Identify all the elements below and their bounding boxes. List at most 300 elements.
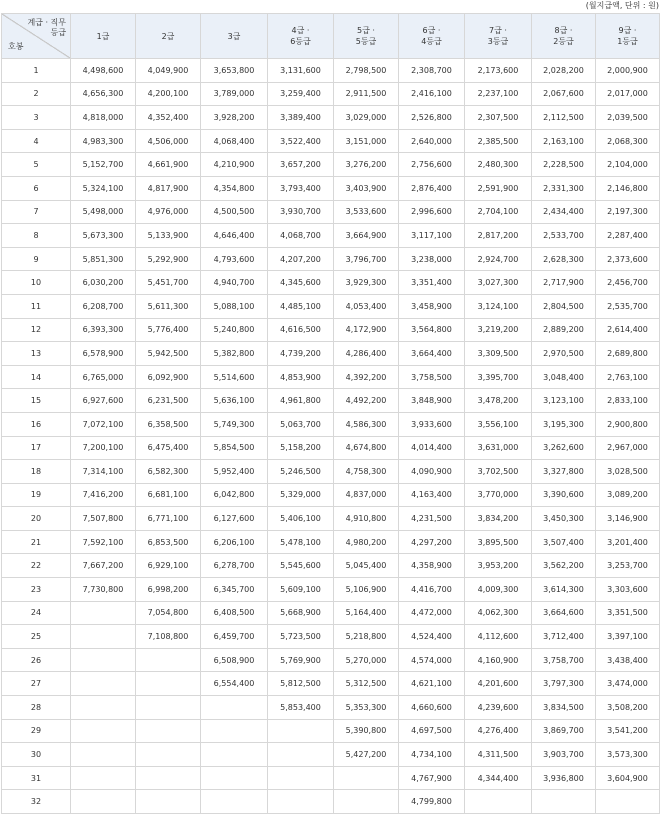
salary-cell: 7,730,800 xyxy=(71,578,136,602)
salary-cell: 3,351,500 xyxy=(596,601,660,625)
column-header xyxy=(201,14,268,59)
corner-header xyxy=(2,14,71,59)
salary-cell: 6,475,400 xyxy=(136,436,201,460)
salary-cell: 5,854,500 xyxy=(201,436,268,460)
salary-cell: 3,653,800 xyxy=(201,59,268,83)
salary-cell: 5,749,300 xyxy=(201,412,268,436)
salary-cell: 4,160,900 xyxy=(465,648,532,672)
salary-cell: 3,262,600 xyxy=(532,436,596,460)
salary-cell: 3,664,400 xyxy=(399,342,465,366)
salary-cell: 2,798,500 xyxy=(334,59,399,83)
salary-cell: 4,739,200 xyxy=(268,342,334,366)
salary-cell: 5,769,900 xyxy=(268,648,334,672)
salary-cell: 3,276,200 xyxy=(334,153,399,177)
salary-cell: 5,158,200 xyxy=(268,436,334,460)
salary-cell xyxy=(71,743,136,767)
salary-cell: 3,834,500 xyxy=(532,696,596,720)
salary-cell: 4,616,500 xyxy=(268,318,334,342)
step-cell: 6 xyxy=(2,176,71,200)
column-header xyxy=(71,14,136,59)
column-header xyxy=(532,14,596,59)
salary-cell: 2,640,000 xyxy=(399,129,465,153)
salary-cell: 4,311,500 xyxy=(465,743,532,767)
step-cell: 29 xyxy=(2,719,71,743)
salary-table xyxy=(1,13,660,814)
salary-cell: 3,928,200 xyxy=(201,106,268,130)
salary-cell: 7,200,100 xyxy=(71,436,136,460)
salary-cell: 3,604,900 xyxy=(596,766,660,790)
salary-cell: 3,146,900 xyxy=(596,507,660,531)
salary-cell xyxy=(71,625,136,649)
salary-cell: 4,276,400 xyxy=(465,719,532,743)
salary-cell: 4,656,300 xyxy=(71,82,136,106)
salary-cell: 5,133,900 xyxy=(136,224,201,248)
salary-cell: 3,131,600 xyxy=(268,59,334,83)
salary-cell: 3,953,200 xyxy=(465,554,532,578)
salary-cell: 4,500,500 xyxy=(201,200,268,224)
salary-cell: 2,017,000 xyxy=(596,82,660,106)
salary-cell: 3,395,700 xyxy=(465,365,532,389)
salary-cell: 2,804,500 xyxy=(532,294,596,318)
salary-cell: 4,049,900 xyxy=(136,59,201,83)
salary-cell: 3,253,700 xyxy=(596,554,660,578)
salary-cell: 3,508,200 xyxy=(596,696,660,720)
salary-cell: 6,042,800 xyxy=(201,483,268,507)
salary-cell: 4,014,400 xyxy=(399,436,465,460)
salary-cell: 3,123,100 xyxy=(532,389,596,413)
salary-cell: 4,354,800 xyxy=(201,176,268,200)
salary-cell: 3,327,800 xyxy=(532,460,596,484)
salary-cell: 5,164,400 xyxy=(334,601,399,625)
salary-cell: 5,063,700 xyxy=(268,412,334,436)
salary-cell: 6,554,400 xyxy=(201,672,268,696)
column-header xyxy=(399,14,465,59)
column-header-text: 5등급 xyxy=(355,37,377,46)
salary-cell: 5,776,400 xyxy=(136,318,201,342)
table-row xyxy=(2,176,660,200)
salary-cell xyxy=(136,696,201,720)
salary-cell: 4,068,700 xyxy=(268,224,334,248)
salary-cell: 3,124,100 xyxy=(465,294,532,318)
salary-cell xyxy=(268,766,334,790)
salary-cell: 4,983,300 xyxy=(71,129,136,153)
table-row xyxy=(2,106,660,130)
salary-cell: 6,929,100 xyxy=(136,554,201,578)
salary-cell: 5,329,000 xyxy=(268,483,334,507)
table-row xyxy=(2,365,660,389)
salary-cell: 4,697,500 xyxy=(399,719,465,743)
salary-cell: 6,771,100 xyxy=(136,507,201,531)
salary-cell: 5,270,000 xyxy=(334,648,399,672)
salary-cell: 4,674,800 xyxy=(334,436,399,460)
salary-cell: 2,876,400 xyxy=(399,176,465,200)
salary-cell: 3,834,200 xyxy=(465,507,532,531)
salary-cell: 5,353,300 xyxy=(334,696,399,720)
salary-cell xyxy=(465,790,532,814)
salary-cell: 3,614,300 xyxy=(532,578,596,602)
salary-cell: 3,507,400 xyxy=(532,530,596,554)
salary-cell: 5,045,400 xyxy=(334,554,399,578)
step-cell: 15 xyxy=(2,389,71,413)
salary-cell: 3,657,200 xyxy=(268,153,334,177)
table-row xyxy=(2,342,660,366)
salary-cell: 6,408,500 xyxy=(201,601,268,625)
salary-cell: 3,770,000 xyxy=(465,483,532,507)
salary-cell: 4,574,000 xyxy=(399,648,465,672)
salary-cell xyxy=(71,790,136,814)
column-header-text: 4급 · xyxy=(291,26,310,35)
salary-cell: 3,309,500 xyxy=(465,342,532,366)
salary-cell: 2,308,700 xyxy=(399,59,465,83)
salary-cell: 4,352,400 xyxy=(136,106,201,130)
salary-cell: 7,072,100 xyxy=(71,412,136,436)
salary-cell: 3,556,100 xyxy=(465,412,532,436)
salary-cell: 5,218,800 xyxy=(334,625,399,649)
salary-cell: 2,287,400 xyxy=(596,224,660,248)
salary-cell: 3,397,100 xyxy=(596,625,660,649)
salary-cell: 5,514,600 xyxy=(201,365,268,389)
salary-cell: 4,492,200 xyxy=(334,389,399,413)
salary-cell xyxy=(268,790,334,814)
salary-cell: 3,351,400 xyxy=(399,271,465,295)
salary-cell: 2,717,900 xyxy=(532,271,596,295)
salary-cell: 2,689,800 xyxy=(596,342,660,366)
salary-cell xyxy=(71,696,136,720)
salary-cell: 2,763,100 xyxy=(596,365,660,389)
step-cell: 25 xyxy=(2,625,71,649)
salary-cell: 3,389,400 xyxy=(268,106,334,130)
salary-cell: 4,068,400 xyxy=(201,129,268,153)
salary-cell: 6,278,700 xyxy=(201,554,268,578)
salary-cell: 4,660,600 xyxy=(399,696,465,720)
table-row xyxy=(2,696,660,720)
salary-cell: 6,231,500 xyxy=(136,389,201,413)
salary-cell: 3,541,200 xyxy=(596,719,660,743)
salary-cell: 4,344,400 xyxy=(465,766,532,790)
table-row xyxy=(2,743,660,767)
salary-cell: 5,292,900 xyxy=(136,247,201,271)
salary-cell xyxy=(71,719,136,743)
step-cell: 8 xyxy=(2,224,71,248)
table-row xyxy=(2,625,660,649)
salary-cell: 2,628,300 xyxy=(532,247,596,271)
step-cell: 21 xyxy=(2,530,71,554)
salary-cell: 3,117,100 xyxy=(399,224,465,248)
corner-grade-line1: 계급 · 직무 xyxy=(27,18,66,27)
salary-cell: 3,195,300 xyxy=(532,412,596,436)
salary-cell xyxy=(201,743,268,767)
salary-cell: 4,163,400 xyxy=(399,483,465,507)
step-cell: 32 xyxy=(2,790,71,814)
step-cell: 3 xyxy=(2,106,71,130)
salary-cell: 6,030,200 xyxy=(71,271,136,295)
salary-cell: 3,403,900 xyxy=(334,176,399,200)
step-cell: 24 xyxy=(2,601,71,625)
table-row xyxy=(2,578,660,602)
column-header-text: 3등급 xyxy=(487,37,509,46)
salary-cell: 6,092,900 xyxy=(136,365,201,389)
salary-cell: 3,930,700 xyxy=(268,200,334,224)
salary-cell: 3,929,300 xyxy=(334,271,399,295)
table-row xyxy=(2,790,660,814)
salary-cell: 4,910,800 xyxy=(334,507,399,531)
salary-cell xyxy=(136,766,201,790)
salary-cell: 4,621,100 xyxy=(399,672,465,696)
salary-cell: 3,390,600 xyxy=(532,483,596,507)
table-row xyxy=(2,224,660,248)
column-header xyxy=(268,14,334,59)
salary-cell: 5,853,400 xyxy=(268,696,334,720)
salary-cell: 4,231,500 xyxy=(399,507,465,531)
salary-cell: 4,200,100 xyxy=(136,82,201,106)
step-cell: 23 xyxy=(2,578,71,602)
salary-cell: 5,451,700 xyxy=(136,271,201,295)
step-cell: 13 xyxy=(2,342,71,366)
table-row xyxy=(2,483,660,507)
salary-cell: 2,533,700 xyxy=(532,224,596,248)
column-header-text: 9급 · xyxy=(618,26,637,35)
step-cell: 30 xyxy=(2,743,71,767)
salary-cell: 5,246,500 xyxy=(268,460,334,484)
table-row xyxy=(2,766,660,790)
table-row xyxy=(2,412,660,436)
salary-cell: 2,237,100 xyxy=(465,82,532,106)
column-header-text: 6등급 xyxy=(290,37,311,46)
step-cell: 14 xyxy=(2,365,71,389)
table-row xyxy=(2,82,660,106)
salary-cell: 2,889,200 xyxy=(532,318,596,342)
salary-cell: 3,789,000 xyxy=(201,82,268,106)
column-header-text: 1등급 xyxy=(617,37,638,46)
salary-cell: 3,478,200 xyxy=(465,389,532,413)
step-cell: 1 xyxy=(2,59,71,83)
salary-cell xyxy=(136,790,201,814)
table-row xyxy=(2,271,660,295)
salary-cell: 4,976,000 xyxy=(136,200,201,224)
salary-cell: 6,206,100 xyxy=(201,530,268,554)
salary-cell xyxy=(268,743,334,767)
step-cell: 31 xyxy=(2,766,71,790)
salary-cell: 4,758,300 xyxy=(334,460,399,484)
salary-cell: 7,416,200 xyxy=(71,483,136,507)
column-header xyxy=(596,14,660,59)
column-header-text: 3급 xyxy=(227,31,241,41)
salary-cell: 2,535,700 xyxy=(596,294,660,318)
salary-cell: 4,498,600 xyxy=(71,59,136,83)
salary-cell: 3,458,900 xyxy=(399,294,465,318)
salary-cell: 2,112,500 xyxy=(532,106,596,130)
salary-cell: 2,967,000 xyxy=(596,436,660,460)
salary-cell xyxy=(334,790,399,814)
salary-cell: 4,090,900 xyxy=(399,460,465,484)
salary-cell: 4,358,900 xyxy=(399,554,465,578)
salary-cell: 2,833,100 xyxy=(596,389,660,413)
table-row xyxy=(2,507,660,531)
salary-cell: 4,062,300 xyxy=(465,601,532,625)
salary-cell: 5,611,300 xyxy=(136,294,201,318)
step-cell: 28 xyxy=(2,696,71,720)
table-row xyxy=(2,436,660,460)
salary-cell: 3,869,700 xyxy=(532,719,596,743)
salary-cell: 4,210,900 xyxy=(201,153,268,177)
salary-cell xyxy=(201,766,268,790)
salary-cell xyxy=(334,766,399,790)
salary-cell: 3,936,800 xyxy=(532,766,596,790)
salary-cell: 5,851,300 xyxy=(71,247,136,271)
salary-cell: 7,108,800 xyxy=(136,625,201,649)
salary-cell: 4,112,600 xyxy=(465,625,532,649)
salary-cell: 7,592,100 xyxy=(71,530,136,554)
salary-cell: 4,646,400 xyxy=(201,224,268,248)
salary-cell xyxy=(532,790,596,814)
column-header-text: 6급 · xyxy=(422,26,441,35)
salary-cell: 4,734,100 xyxy=(399,743,465,767)
table-row xyxy=(2,554,660,578)
salary-cell: 4,239,600 xyxy=(465,696,532,720)
salary-cell: 6,578,900 xyxy=(71,342,136,366)
salary-cell: 3,089,200 xyxy=(596,483,660,507)
column-header-text: 5급 · xyxy=(357,26,375,35)
salary-cell: 6,127,600 xyxy=(201,507,268,531)
table-row xyxy=(2,200,660,224)
salary-cell: 2,173,600 xyxy=(465,59,532,83)
salary-cell: 3,048,400 xyxy=(532,365,596,389)
salary-cell: 3,796,700 xyxy=(334,247,399,271)
column-header-text: 2등급 xyxy=(553,37,574,46)
salary-cell: 3,758,700 xyxy=(532,648,596,672)
salary-cell: 2,104,000 xyxy=(596,153,660,177)
salary-cell: 6,208,700 xyxy=(71,294,136,318)
salary-cell: 2,526,800 xyxy=(399,106,465,130)
step-cell: 10 xyxy=(2,271,71,295)
corner-grade-line2: 등급 xyxy=(50,28,66,37)
salary-cell: 2,434,400 xyxy=(532,200,596,224)
salary-cell: 2,000,900 xyxy=(596,59,660,83)
step-cell: 11 xyxy=(2,294,71,318)
salary-cell: 6,853,500 xyxy=(136,530,201,554)
salary-cell xyxy=(136,743,201,767)
step-cell: 12 xyxy=(2,318,71,342)
salary-cell xyxy=(136,719,201,743)
salary-cell: 5,609,100 xyxy=(268,578,334,602)
salary-cell: 2,373,600 xyxy=(596,247,660,271)
salary-cell: 5,088,100 xyxy=(201,294,268,318)
table-row xyxy=(2,294,660,318)
step-cell: 26 xyxy=(2,648,71,672)
salary-cell xyxy=(71,766,136,790)
step-cell: 17 xyxy=(2,436,71,460)
salary-cell: 2,817,200 xyxy=(465,224,532,248)
salary-cell: 2,028,200 xyxy=(532,59,596,83)
column-header-text: 2급 xyxy=(161,31,175,41)
salary-cell: 5,152,700 xyxy=(71,153,136,177)
salary-cell: 5,723,500 xyxy=(268,625,334,649)
salary-cell: 3,151,000 xyxy=(334,129,399,153)
salary-cell: 4,485,100 xyxy=(268,294,334,318)
salary-cell: 5,545,600 xyxy=(268,554,334,578)
step-cell: 20 xyxy=(2,507,71,531)
salary-cell: 4,961,800 xyxy=(268,389,334,413)
salary-cell: 3,797,300 xyxy=(532,672,596,696)
salary-cell: 6,765,000 xyxy=(71,365,136,389)
column-header xyxy=(334,14,399,59)
table-body xyxy=(2,59,660,814)
salary-cell: 3,758,500 xyxy=(399,365,465,389)
table-row xyxy=(2,129,660,153)
salary-cell: 3,522,400 xyxy=(268,129,334,153)
salary-cell: 3,201,400 xyxy=(596,530,660,554)
salary-cell: 4,817,900 xyxy=(136,176,201,200)
salary-cell: 3,028,500 xyxy=(596,460,660,484)
header-row xyxy=(2,14,660,59)
step-cell: 22 xyxy=(2,554,71,578)
unit-note: (월지급액, 단위 : 원) xyxy=(585,1,659,10)
salary-cell: 3,903,700 xyxy=(532,743,596,767)
salary-cell: 4,940,700 xyxy=(201,271,268,295)
salary-cell: 5,406,100 xyxy=(268,507,334,531)
step-cell: 19 xyxy=(2,483,71,507)
salary-cell: 4,524,400 xyxy=(399,625,465,649)
salary-cell: 6,459,700 xyxy=(201,625,268,649)
column-header xyxy=(136,14,201,59)
salary-cell: 4,506,000 xyxy=(136,129,201,153)
salary-cell: 3,562,200 xyxy=(532,554,596,578)
salary-cell xyxy=(136,672,201,696)
salary-cell: 5,812,500 xyxy=(268,672,334,696)
step-cell: 5 xyxy=(2,153,71,177)
salary-cell: 4,207,200 xyxy=(268,247,334,271)
salary-cell: 4,980,200 xyxy=(334,530,399,554)
salary-cell: 5,390,800 xyxy=(334,719,399,743)
salary-cell: 4,472,000 xyxy=(399,601,465,625)
salary-cell xyxy=(268,719,334,743)
salary-cell: 4,586,300 xyxy=(334,412,399,436)
salary-cell: 4,767,900 xyxy=(399,766,465,790)
table-row xyxy=(2,601,660,625)
salary-cell: 2,924,700 xyxy=(465,247,532,271)
salary-cell: 3,219,200 xyxy=(465,318,532,342)
salary-cell: 4,297,200 xyxy=(399,530,465,554)
salary-cell: 2,331,300 xyxy=(532,176,596,200)
salary-cell: 6,393,300 xyxy=(71,318,136,342)
salary-cell: 4,286,400 xyxy=(334,342,399,366)
salary-cell: 7,667,200 xyxy=(71,554,136,578)
table-row xyxy=(2,153,660,177)
table-row xyxy=(2,247,660,271)
salary-cell: 2,385,500 xyxy=(465,129,532,153)
salary-cell: 3,573,300 xyxy=(596,743,660,767)
salary-cell: 5,636,100 xyxy=(201,389,268,413)
salary-cell xyxy=(71,648,136,672)
salary-cell: 6,681,100 xyxy=(136,483,201,507)
table-row xyxy=(2,318,660,342)
salary-cell: 3,895,500 xyxy=(465,530,532,554)
salary-cell: 2,911,500 xyxy=(334,82,399,106)
salary-cell: 5,478,100 xyxy=(268,530,334,554)
salary-cell: 7,054,800 xyxy=(136,601,201,625)
salary-cell: 2,068,300 xyxy=(596,129,660,153)
column-header-text: 4등급 xyxy=(421,37,442,46)
salary-cell: 3,631,000 xyxy=(465,436,532,460)
salary-cell: 4,661,900 xyxy=(136,153,201,177)
salary-cell: 6,508,900 xyxy=(201,648,268,672)
salary-cell: 3,702,500 xyxy=(465,460,532,484)
table-row xyxy=(2,530,660,554)
salary-cell: 3,474,000 xyxy=(596,672,660,696)
salary-cell: 2,456,700 xyxy=(596,271,660,295)
salary-cell: 2,163,100 xyxy=(532,129,596,153)
corner-grade-label xyxy=(27,18,66,38)
